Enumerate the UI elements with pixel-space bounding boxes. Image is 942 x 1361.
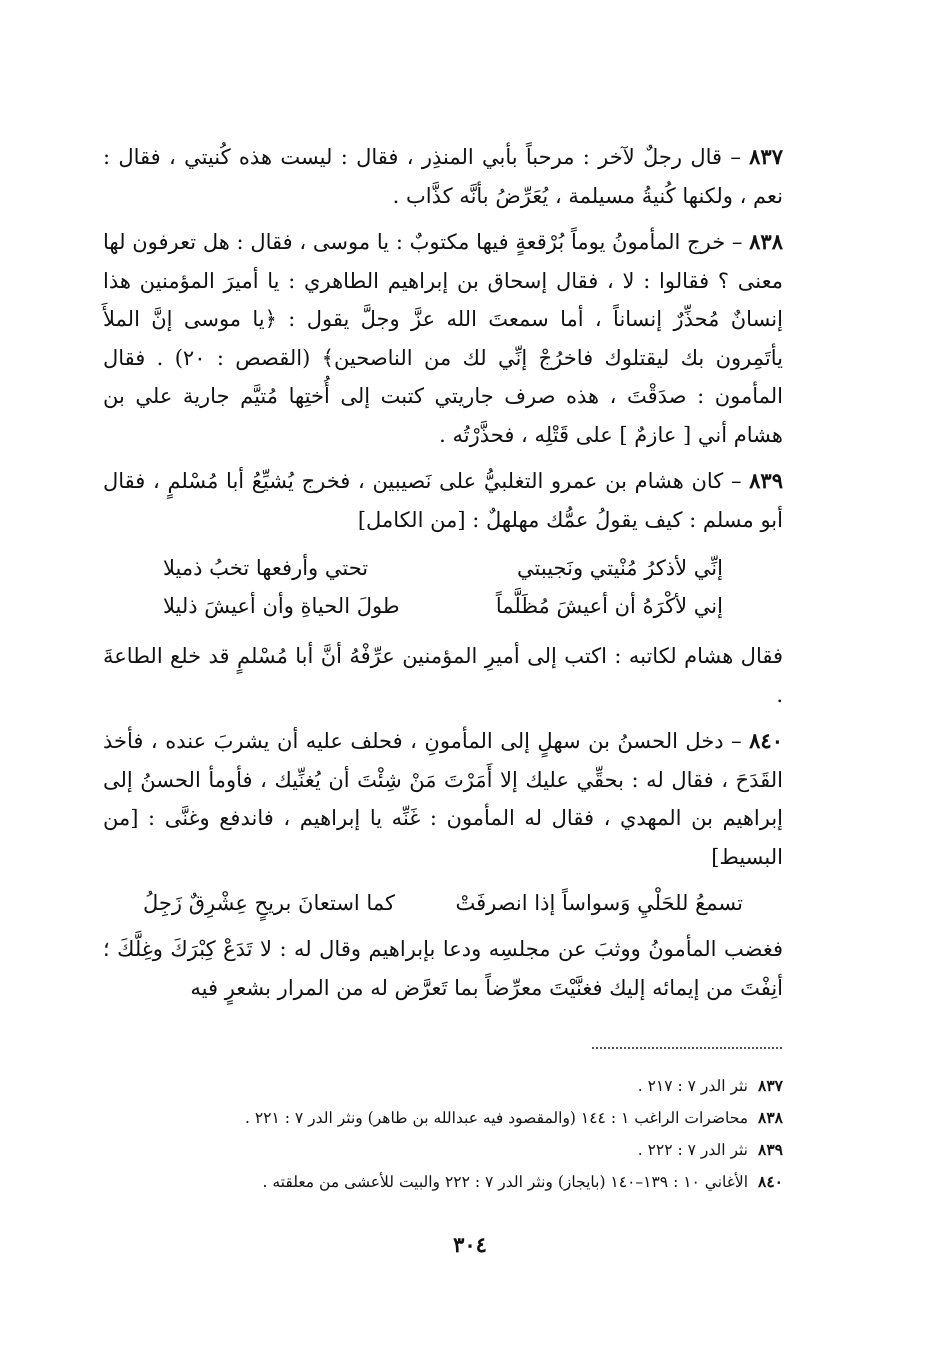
paragraph-text: – دخل الحسنُ بن سهلٍ إلى المأمونِ ، فحلف عليه أن يشربَ عنده ، فأخذ القَدَحَ ، فقال له : بحقِّي عليك إلا أَمَرْتَ مَنْ شِئْتَ أن يُغنِّيك ، فأومأ الحسنُ إلى إبراهيم بن المهدي ، فقال له المأمون : غَنِّه يا إبراهيم ، فاندفع وغنَّى : [من البسيط]: [103, 729, 783, 869]
paragraph-text: – كان هشام بن عمرو التغلبيُّ على نَصيبين ، فخرج يُشيِّعُ أبا مُسْلمٍ ، فقال أبو مسلم : كيف يقولُ عمُّك مهلهلٌ : [من الكامل]: [103, 469, 783, 532]
footnote-text: محاضرات الراغب ١ : ١٤٤ (والمقصود فيه عبدالله بن طاهر) ونثر الدر ٧ : ٢٢١ .: [244, 1109, 749, 1127]
footnote-839: [103, 1134, 783, 1166]
footnote-separator: [592, 1047, 782, 1049]
paragraph-839-continued: فقال هشام لكاتبه : اكتب إلى أميرِ المؤمنين عرِّفْهُ أنَّ أبا مُسْلمٍ قد خلع الطاعةَ .: [103, 644, 783, 707]
footnotes: [103, 1070, 783, 1198]
verse-line: [163, 587, 723, 625]
verse-first-hemistich: إني لأكْرَهُ أن أعيشَ مُظَلَّماً: [495, 594, 723, 618]
footnote-text: الأغاني ١٠ : ١٣٩–١٤٠ (بايجاز) ونثر الدر ٧ : ٢٢٢ والبيت للأعشى من معلقته .: [262, 1173, 749, 1191]
main-text: [103, 138, 783, 1015]
paragraph-840-continued: فغضب المأمونُ ووثبَ عن مجلسِه ودعا بإبراهيم وقال له : لا تَدَعْ كِبْرَكَ وغِلَّكَ ؛ أنِفْتَ من إيمائه إليك فغنَّيْتَ معرِّضاً بما تَعرَّض له من المرار بشعرٍ فيه: [103, 937, 783, 1000]
verse-second-hemistich: طولَ الحياةِ وأن أعيشَ ذليلا: [163, 594, 400, 618]
paragraph-number: ٨٣٩: [749, 468, 783, 493]
verse-second-hemistich: كما استعانَ بريحٍ عِشْرِقٌ زَجِلُ: [143, 891, 395, 915]
footnote-number: ٨٣٧: [758, 1076, 783, 1095]
poem-840: [143, 884, 743, 922]
verse-first-hemistich: تسمعُ للحَلْيِ وَسواساً إذا انصرفَتْ: [455, 891, 743, 915]
paragraph-837: [103, 138, 783, 215]
footnote-number: ٨٤٠: [758, 1172, 783, 1191]
paragraph-840: [103, 722, 783, 876]
paragraph-838: [103, 223, 783, 454]
paragraph-number: ٨٣٧: [749, 144, 783, 169]
footnote-text: نثر الدر ٧ : ٢٢٢ .: [637, 1141, 749, 1159]
footnote-text: نثر الدر ٧ : ٢١٧ .: [637, 1077, 749, 1095]
page-number: ٣٠٤: [453, 1232, 487, 1257]
footnote-838: [103, 1102, 783, 1134]
poem-839: [103, 549, 783, 625]
verse-first-hemistich: إنِّي لأذكرُ مُنْيتي ونَجيبتي: [517, 556, 723, 580]
paragraph-text: – قال رجلٌ لآخر : مرحباً بأبي المنذِر ، فقال : ليست هذه كُنيتي ، فقال : نعم ، ولكنها كُنيةُ مسيلمة ، يُعَرِّضُ بأنَّه كذَّاب .: [103, 145, 783, 208]
verse-line: [163, 549, 723, 587]
footnote-number: ٨٣٩: [758, 1140, 783, 1159]
paragraph-839: [103, 462, 783, 539]
footnote-837: [103, 1070, 783, 1102]
footnote-840: [103, 1166, 783, 1198]
paragraph-number: ٨٣٨: [749, 229, 783, 254]
paragraph-text: – خرج المأمونُ يوماً بُرْقعةٍ فيها مكتوبٌ : يا موسى ، فقال : هل تعرفون لها معنى ؟ فقالوا : لا ، فقال إسحاق بن إبراهيم الطاهري : يا أميرَ المؤمنين هذا إنسانٌ مُحذِّرٌ إنساناً ، أما سمعتَ الله عزَّ وجلَّ يقول : ﴿يا موسى إنَّ الملأَ يأتَمِرون بك ليقتلوك فاخرُجْ إنِّي لك من الناصحين﴾ (القصص : ٢٠) . فقال المأمون : صدَقْتَ ، هذه صرف جاريتي كتبت إلى أُختِها مُتيَّم جارية علي بن هشام أني [ عازمٌ ] على قَتْلِه ، فحذَّرْتُه .: [103, 230, 783, 447]
verse-second-hemistich: تحتي وأرفعها تخبُ ذميلا: [163, 556, 369, 580]
footnote-number: ٨٣٨: [758, 1108, 783, 1127]
paragraph-number: ٨٤٠: [749, 728, 783, 753]
